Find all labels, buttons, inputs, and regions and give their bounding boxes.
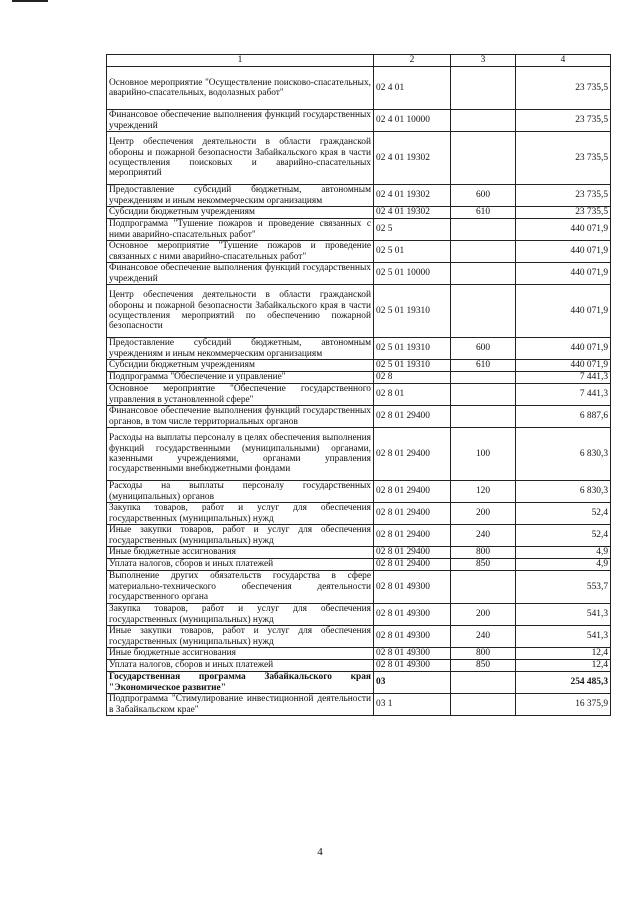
table-row bbox=[107, 503, 611, 525]
row-code-cell: 02 4 01 19302 bbox=[374, 132, 451, 185]
row-name-cell: Центр обеспечения деятельности в области гражданской обороны и пожарной безопасности Забайкальского края в части осуществления мероприятий по обеспечению пожарной безопасности bbox=[107, 285, 374, 338]
row-amount-cell: 23 735,5 bbox=[516, 207, 611, 219]
table-row bbox=[107, 547, 611, 559]
row-name-cell: Подпрограмма "Тушение пожаров и проведение связанных с ними аварийно-спасательных работ" bbox=[107, 219, 374, 241]
row-expense-type-cell bbox=[451, 67, 516, 110]
table-row bbox=[107, 626, 611, 648]
row-expense-type-cell: 200 bbox=[451, 503, 516, 525]
row-name-cell: Выполнение других обязательств государства в сфере материально-технического обеспечения деятельности государственного органа bbox=[107, 571, 374, 604]
row-name-cell: Предоставление субсидий бюджетным, автономным учреждениям и иным некоммерческим организациям bbox=[107, 338, 374, 360]
row-amount-cell: 23 735,5 bbox=[516, 185, 611, 207]
table-row bbox=[107, 110, 611, 132]
row-name-cell: Иные закупки товаров, работ и услуг для обеспечения государственных (муниципальных) нужд bbox=[107, 626, 374, 648]
row-code-cell: 03 1 bbox=[374, 694, 451, 716]
table-row bbox=[107, 428, 611, 481]
row-amount-cell: 6 830,3 bbox=[516, 481, 611, 503]
row-code-cell: 02 8 01 29400 bbox=[374, 547, 451, 559]
table-body bbox=[107, 67, 611, 716]
row-code-cell: 02 4 01 19302 bbox=[374, 185, 451, 207]
row-amount-cell: 52,4 bbox=[516, 503, 611, 525]
corner-mark bbox=[12, 0, 48, 2]
row-amount-cell: 440 071,9 bbox=[516, 285, 611, 338]
table-row bbox=[107, 360, 611, 372]
row-expense-type-cell bbox=[451, 694, 516, 716]
table-row bbox=[107, 241, 611, 263]
row-expense-type-cell: 850 bbox=[451, 559, 516, 571]
row-code-cell: 02 5 01 19310 bbox=[374, 285, 451, 338]
row-code-cell: 02 4 01 10000 bbox=[374, 110, 451, 132]
row-amount-cell: 6 830,3 bbox=[516, 428, 611, 481]
row-name-cell: Государственная программа Забайкальского края "Экономическое развитие" bbox=[107, 672, 374, 694]
row-expense-type-cell: 800 bbox=[451, 648, 516, 660]
row-expense-type-cell bbox=[451, 571, 516, 604]
row-amount-cell: 440 071,9 bbox=[516, 219, 611, 241]
row-expense-type-cell: 240 bbox=[451, 626, 516, 648]
row-name-cell: Центр обеспечения деятельности в области гражданской обороны и пожарной безопасности Забайкальского края в части осуществления поисковых и аварийно-спасательных мероприятий bbox=[107, 132, 374, 185]
row-expense-type-cell: 120 bbox=[451, 481, 516, 503]
row-amount-cell: 52,4 bbox=[516, 525, 611, 547]
row-expense-type-cell bbox=[451, 285, 516, 338]
row-expense-type-cell bbox=[451, 241, 516, 263]
row-expense-type-cell bbox=[451, 110, 516, 132]
row-expense-type-cell bbox=[451, 672, 516, 694]
row-amount-cell: 7 441,3 bbox=[516, 384, 611, 406]
row-code-cell: 02 8 01 49300 bbox=[374, 660, 451, 672]
row-name-cell: Иные закупки товаров, работ и услуг для обеспечения государственных (муниципальных) нужд bbox=[107, 525, 374, 547]
row-name-cell: Финансовое обеспечение выполнения функций государственных учреждений bbox=[107, 263, 374, 285]
row-amount-cell: 4,9 bbox=[516, 559, 611, 571]
row-code-cell: 02 5 01 10000 bbox=[374, 263, 451, 285]
row-code-cell: 02 8 01 29400 bbox=[374, 406, 451, 428]
row-name-cell: Уплата налогов, сборов и иных платежей bbox=[107, 559, 374, 571]
row-amount-cell: 23 735,5 bbox=[516, 132, 611, 185]
row-expense-type-cell bbox=[451, 132, 516, 185]
row-code-cell: 02 8 01 49300 bbox=[374, 648, 451, 660]
row-name-cell: Закупка товаров, работ и услуг для обеспечения государственных (муниципальных) нужд bbox=[107, 604, 374, 626]
row-amount-cell: 541,3 bbox=[516, 626, 611, 648]
row-amount-cell: 541,3 bbox=[516, 604, 611, 626]
row-expense-type-cell bbox=[451, 372, 516, 384]
row-expense-type-cell: 240 bbox=[451, 525, 516, 547]
row-name-cell: Субсидии бюджетным учреждениям bbox=[107, 360, 374, 372]
table-row bbox=[107, 481, 611, 503]
row-name-cell: Субсидии бюджетным учреждениям bbox=[107, 207, 374, 219]
row-code-cell: 02 5 01 19310 bbox=[374, 360, 451, 372]
table-row bbox=[107, 185, 611, 207]
row-code-cell: 02 8 01 29400 bbox=[374, 559, 451, 571]
row-name-cell: Финансовое обеспечение выполнения функций государственных органов, в том числе территориальных органов bbox=[107, 406, 374, 428]
row-code-cell: 02 8 01 29400 bbox=[374, 428, 451, 481]
row-name-cell: Уплата налогов, сборов и иных платежей bbox=[107, 660, 374, 672]
table-row bbox=[107, 604, 611, 626]
table-row bbox=[107, 67, 611, 110]
row-expense-type-cell bbox=[451, 384, 516, 406]
table-row bbox=[107, 525, 611, 547]
row-name-cell: Основное мероприятие "Обеспечение государственного управления в установленной сфере" bbox=[107, 384, 374, 406]
row-code-cell: 02 8 01 29400 bbox=[374, 525, 451, 547]
table-row bbox=[107, 207, 611, 219]
row-code-cell: 02 8 01 49300 bbox=[374, 571, 451, 604]
row-amount-cell: 6 887,6 bbox=[516, 406, 611, 428]
table-row bbox=[107, 263, 611, 285]
row-amount-cell: 4,9 bbox=[516, 547, 611, 559]
row-code-cell: 02 8 bbox=[374, 372, 451, 384]
table-row bbox=[107, 672, 611, 694]
table-row bbox=[107, 338, 611, 360]
row-expense-type-cell bbox=[451, 219, 516, 241]
row-expense-type-cell: 100 bbox=[451, 428, 516, 481]
row-amount-cell: 553,7 bbox=[516, 571, 611, 604]
row-amount-cell: 23 735,5 bbox=[516, 67, 611, 110]
row-code-cell: 02 4 01 19302 bbox=[374, 207, 451, 219]
row-code-cell: 02 5 bbox=[374, 219, 451, 241]
row-name-cell: Иные бюджетные ассигнования bbox=[107, 648, 374, 660]
row-name-cell: Расходы на выплаты персоналу государственных (муниципальных) органов bbox=[107, 481, 374, 503]
row-code-cell: 02 8 01 49300 bbox=[374, 604, 451, 626]
table-row bbox=[107, 406, 611, 428]
row-amount-cell: 7 441,3 bbox=[516, 372, 611, 384]
table-row bbox=[107, 384, 611, 406]
row-code-cell: 02 8 01 49300 bbox=[374, 626, 451, 648]
row-expense-type-cell: 600 bbox=[451, 185, 516, 207]
row-name-cell: Расходы на выплаты персоналу в целях обеспечения выполнения функций государственными (муниципальными) органами, казенными учреждениями, органами управления государственными внебюджетными фондами bbox=[107, 428, 374, 481]
budget-table bbox=[106, 54, 611, 716]
table-row bbox=[107, 571, 611, 604]
row-amount-cell: 12,4 bbox=[516, 660, 611, 672]
table-row bbox=[107, 559, 611, 571]
row-code-cell: 02 5 01 bbox=[374, 241, 451, 263]
row-amount-cell: 23 735,5 bbox=[516, 110, 611, 132]
row-name-cell: Финансовое обеспечение выполнения функций государственных учреждений bbox=[107, 110, 374, 132]
row-amount-cell: 440 071,9 bbox=[516, 338, 611, 360]
row-code-cell: 02 8 01 29400 bbox=[374, 503, 451, 525]
row-expense-type-cell: 850 bbox=[451, 660, 516, 672]
row-amount-cell: 440 071,9 bbox=[516, 241, 611, 263]
row-code-cell: 02 8 01 29400 bbox=[374, 481, 451, 503]
row-code-cell: 02 8 01 bbox=[374, 384, 451, 406]
table-row bbox=[107, 285, 611, 338]
row-amount-cell: 254 485,3 bbox=[516, 672, 611, 694]
table-row bbox=[107, 219, 611, 241]
page-number: 4 bbox=[317, 846, 323, 858]
row-name-cell: Подпрограмма "Стимулирование инвестиционной деятельности в Забайкальском крае" bbox=[107, 694, 374, 716]
row-amount-cell: 16 375,9 bbox=[516, 694, 611, 716]
header-col-1: 1 bbox=[107, 55, 374, 67]
row-expense-type-cell: 610 bbox=[451, 207, 516, 219]
row-code-cell: 03 bbox=[374, 672, 451, 694]
header-col-3: 3 bbox=[451, 55, 516, 67]
table-row bbox=[107, 694, 611, 716]
row-amount-cell: 12,4 bbox=[516, 648, 611, 660]
row-expense-type-cell: 200 bbox=[451, 604, 516, 626]
header-col-4: 4 bbox=[516, 55, 611, 67]
header-col-2: 2 bbox=[374, 55, 451, 67]
row-expense-type-cell: 800 bbox=[451, 547, 516, 559]
table-row bbox=[107, 372, 611, 384]
row-name-cell: Основное мероприятие "Тушение пожаров и проведение связанных с ними аварийно-спасательных работ" bbox=[107, 241, 374, 263]
header-row bbox=[107, 55, 611, 67]
row-expense-type-cell bbox=[451, 406, 516, 428]
row-expense-type-cell: 600 bbox=[451, 338, 516, 360]
row-expense-type-cell: 610 bbox=[451, 360, 516, 372]
row-code-cell: 02 4 01 bbox=[374, 67, 451, 110]
row-expense-type-cell bbox=[451, 263, 516, 285]
row-name-cell: Закупка товаров, работ и услуг для обеспечения государственных (муниципальных) нужд bbox=[107, 503, 374, 525]
table-row bbox=[107, 132, 611, 185]
row-name-cell: Иные бюджетные ассигнования bbox=[107, 547, 374, 559]
row-name-cell: Основное мероприятие "Осуществление поисково-спасательных, аварийно-спасательных, водолазных работ" bbox=[107, 67, 374, 110]
row-amount-cell: 440 071,9 bbox=[516, 263, 611, 285]
row-code-cell: 02 5 01 19310 bbox=[374, 338, 451, 360]
table-row bbox=[107, 660, 611, 672]
row-name-cell: Предоставление субсидий бюджетным, автономным учреждениям и иным некоммерческим организациям bbox=[107, 185, 374, 207]
row-amount-cell: 440 071,9 bbox=[516, 360, 611, 372]
table-row bbox=[107, 648, 611, 660]
row-name-cell: Подпрограмма "Обеспечение и управление" bbox=[107, 372, 374, 384]
